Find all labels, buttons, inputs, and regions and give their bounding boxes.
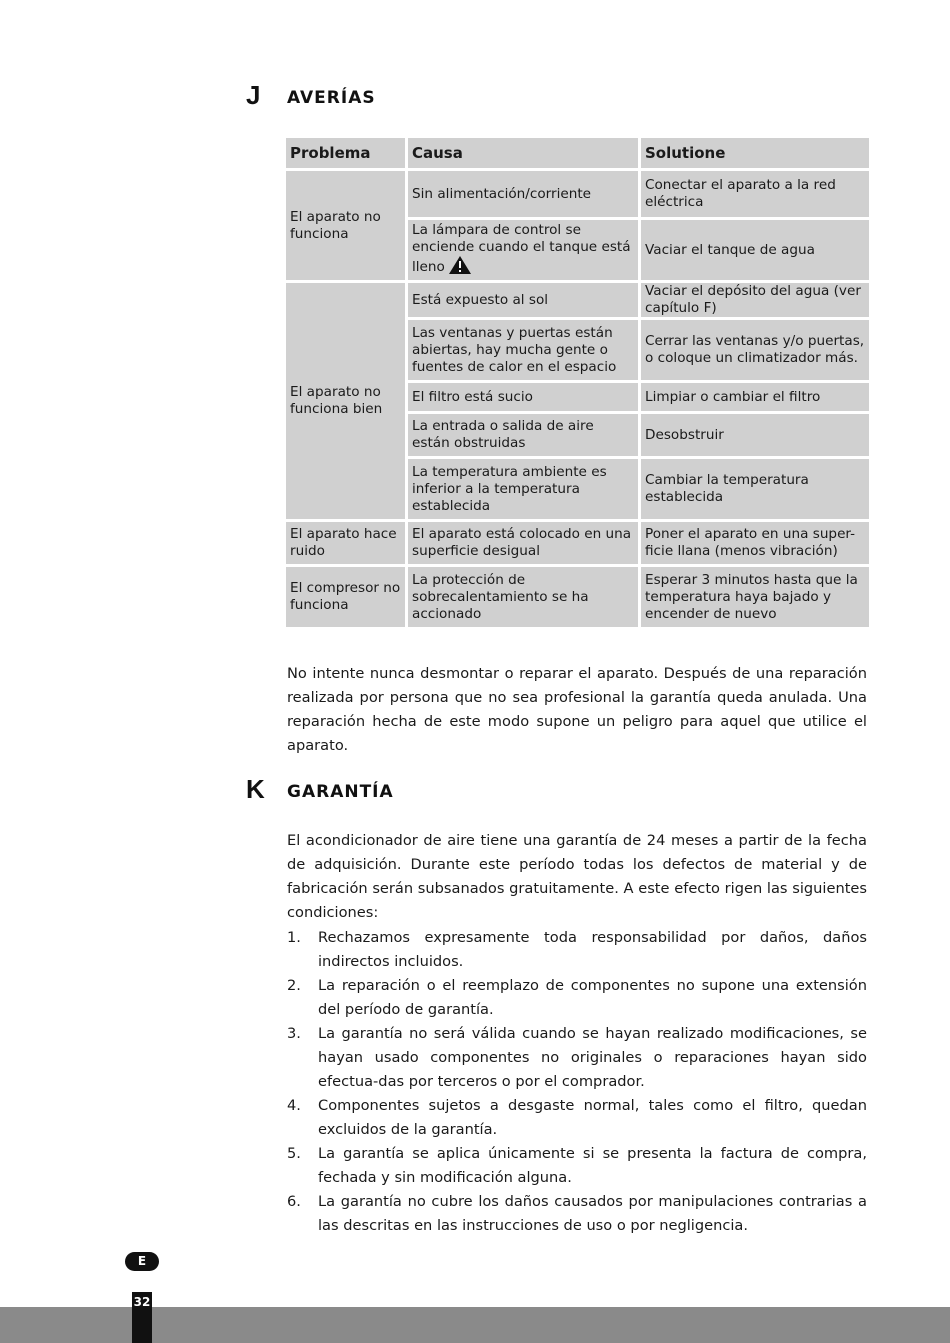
cause-text: La lámpara de control se enciende cuando el tanque está lleno: [412, 221, 631, 275]
solution-cell: Limpiar o cambiar el filtro: [641, 383, 869, 411]
solution-cell: Esperar 3 minutos hasta que la temperatura haya bajado y encender de nuevo: [641, 567, 869, 627]
cause-cell: El filtro está sucio: [408, 383, 638, 411]
problem-cell: El aparato no funciona bien: [286, 283, 405, 519]
header-problema: Problema: [286, 138, 405, 168]
list-item: [287, 1190, 867, 1238]
section-letter-k: K: [246, 774, 265, 804]
list-item-text: La garantía se aplica únicamente si se presenta la factura de compra, fechada y sin modificación alguna.: [318, 1145, 867, 1186]
header-causa: Causa: [408, 138, 638, 168]
solution-cell: Desobstruir: [641, 414, 869, 456]
cause-cell: Está expuesto al sol: [408, 283, 638, 317]
solution-cell: Vaciar el depósito del agua (ver capítulo F): [641, 283, 869, 317]
solution-cell: Conectar el aparato a la red eléctrica: [641, 171, 869, 217]
list-item-text: Componentes sujetos a desgaste normal, tales como el filtro, quedan excluidos de la garantía.: [318, 1097, 867, 1138]
cause-cell: La entrada o salida de aire están obstruidas: [408, 414, 638, 456]
list-item-text: La garantía no cubre los daños causados por manipulaciones contrarias a las descritas en las instrucciones de uso o por negligencia.: [318, 1193, 867, 1234]
language-badge: E: [125, 1252, 159, 1271]
list-item-number: 6.: [287, 1193, 301, 1210]
cause-cell: Sin alimentación/corriente: [408, 171, 638, 217]
list-item-number: 1.: [287, 929, 301, 946]
solution-cell: Cambiar la temperatura establecida: [641, 459, 869, 519]
solution-cell: Poner el aparato en una super-ficie llana (menos vibración): [641, 522, 869, 564]
table-row: [286, 283, 869, 317]
cause-cell: [408, 220, 638, 280]
list-item: [287, 1142, 867, 1190]
cause-cell: La temperatura ambiente es inferior a la temperatura establecida: [408, 459, 638, 519]
cause-cell: La protección de sobrecalentamiento se ha accionado: [408, 567, 638, 627]
cause-cell: El aparato está colocado en una superficie desigual: [408, 522, 638, 564]
list-item-number: 3.: [287, 1025, 301, 1042]
section-letter-j: J: [246, 80, 261, 110]
table-row: [286, 171, 869, 217]
list-item-number: 2.: [287, 977, 301, 994]
list-item-text: La garantía no será válida cuando se hayan realizado modificaciones, se hayan usado componentes no originales o reparaciones hayan sido efectua-das por terceros o por el comprador.: [318, 1025, 867, 1090]
list-item-text: La reparación o el reemplazo de componentes no supone una extensión del período de garantía.: [318, 977, 867, 1018]
section-title-garantia: GARANTÍA: [287, 782, 394, 802]
list-item-number: 5.: [287, 1145, 301, 1162]
list-item: [287, 974, 867, 1022]
list-item: [287, 1094, 867, 1142]
list-item-number: 4.: [287, 1097, 301, 1114]
list-item: [287, 926, 867, 974]
table-header-row: [286, 138, 869, 168]
list-item: [287, 1022, 867, 1094]
cause-cell: Las ventanas y puertas están abiertas, hay mucha gente o fuentes de calor en el espacio: [408, 320, 638, 380]
warranty-intro: El acondicionador de aire tiene una garantía de 24 meses a partir de la fecha de adquisición. Durante este período todas los defectos de material y de fabricación serán subsanados gratuitamente. A este efecto rigen las siguientes condiciones:: [287, 832, 867, 921]
section-title-averias: AVERÍAS: [287, 88, 376, 108]
problem-cell: El compresor no funciona: [286, 567, 405, 627]
header-solutione: Solutione: [641, 138, 869, 168]
repair-warning-note: No intente nunca desmontar o reparar el aparato. Después de una reparación realizada por persona que no sea profesional la garantía queda anulada. Una reparación hecha de este modo supone un peligro para aquel que utilice el aparato.: [287, 665, 867, 754]
warranty-conditions-list: [287, 926, 867, 1238]
solution-cell: Cerrar las ventanas y/o puertas, o coloque un climatizador más.: [641, 320, 869, 380]
page-number: 32: [132, 1292, 152, 1343]
problem-cell: El aparato hace ruido: [286, 522, 405, 564]
problem-cell: El aparato no funciona: [286, 171, 405, 280]
table-row: [286, 567, 869, 627]
solution-cell: Vaciar el tanque de agua: [641, 220, 869, 280]
warning-triangle-icon: [449, 256, 471, 279]
troubleshooting-table: [283, 135, 872, 630]
table-row: [286, 522, 869, 564]
list-item-text: Rechazamos expresamente toda responsabilidad por daños, daños indirectos incluidos.: [318, 929, 867, 970]
